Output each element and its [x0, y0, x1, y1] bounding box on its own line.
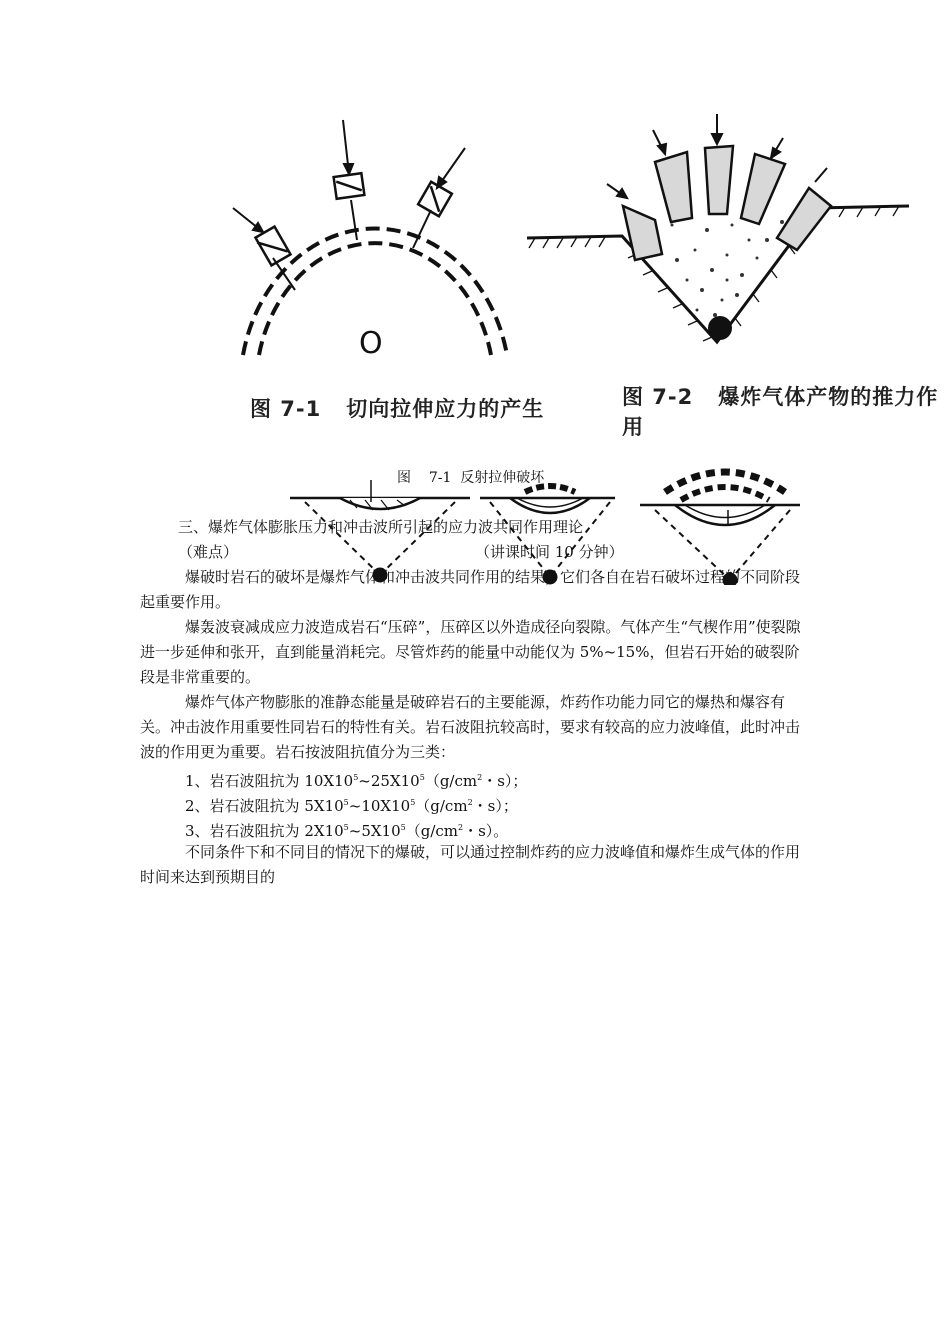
figure-7-2-caption	[622, 381, 950, 441]
figure-reflect-label: 图	[397, 470, 411, 486]
list-item: 1、岩石波阻抗为 $10X10^5\sim 25X10^5(g/cm^2$・s）；	[185, 772, 528, 790]
figure-7-1-label: 图 7-1	[250, 397, 322, 421]
lecture-time-tag: （讲课时间 10 分钟）	[475, 543, 624, 561]
paragraph-2: 爆轰波衰减成应力波造成岩石“压碎”，压碎区以外造成径向裂隙。气体产生“气楔作用”使裂隙进一步延伸和张开，直到能量消耗完。尽管炸药的能量中动能仅为 5%~15%，但岩石开始的破裂阶段是非常重要的。	[140, 618, 801, 686]
figure-reflect-number: 7-1	[428, 470, 452, 486]
figure-7-2-drawing	[527, 110, 912, 370]
figure-7-1-caption	[250, 393, 544, 423]
figure-7-1-drawing	[225, 110, 525, 370]
charge-hole	[708, 316, 732, 340]
paragraph-1: 爆破时岩石的破坏是爆炸气体和冲击波共同作用的结果，它们各自在岩石破坏过程的不同阶段起重要作用。	[140, 568, 801, 611]
figure-reflect-caption	[397, 466, 544, 491]
paragraph-4: 不同条件下和不同目的情况下的爆破，可以通过控制炸药的应力波峰值和爆炸生成气体的作用时间来达到预期目的	[140, 843, 801, 886]
figure-7-2-label: 图 7-2	[622, 385, 694, 409]
list-item: 2、岩石波阻抗为 $5X10^5\sim 10X10^5(g/cm^2$・s）；	[185, 797, 518, 815]
figure-reflect-title: 反射拉伸破坏	[460, 470, 545, 486]
paragraph-3: 爆炸气体产物膨胀的准静态能量是破碎岩石的主要能源，炸药作功能力同它的爆热和爆容有关。冲击波作用重要性同岩石的特性有关。岩石波阻抗较高时，要求有较高的应力波峰值，此时冲击波的作用更为重要。岩石按波阻抗值分为三类：	[140, 693, 801, 761]
center-mark: O	[359, 326, 383, 361]
section-heading: 三、爆炸气体膨胀压力和冲击波所引起的应力波共同作用理论	[178, 518, 584, 536]
rock-fragments	[623, 146, 831, 260]
figure-7-1-title: 切向拉伸应力的产生	[346, 397, 545, 421]
figure-7-2-title: 爆炸气体产物的推力作用	[622, 385, 939, 439]
gas-particles	[656, 220, 785, 317]
difficulty-tag: （难点）	[178, 543, 239, 561]
list-item: 3、岩石波阻抗为 $2X10^5\sim 5X10^5(g/cm^2$・s）。	[185, 822, 509, 840]
